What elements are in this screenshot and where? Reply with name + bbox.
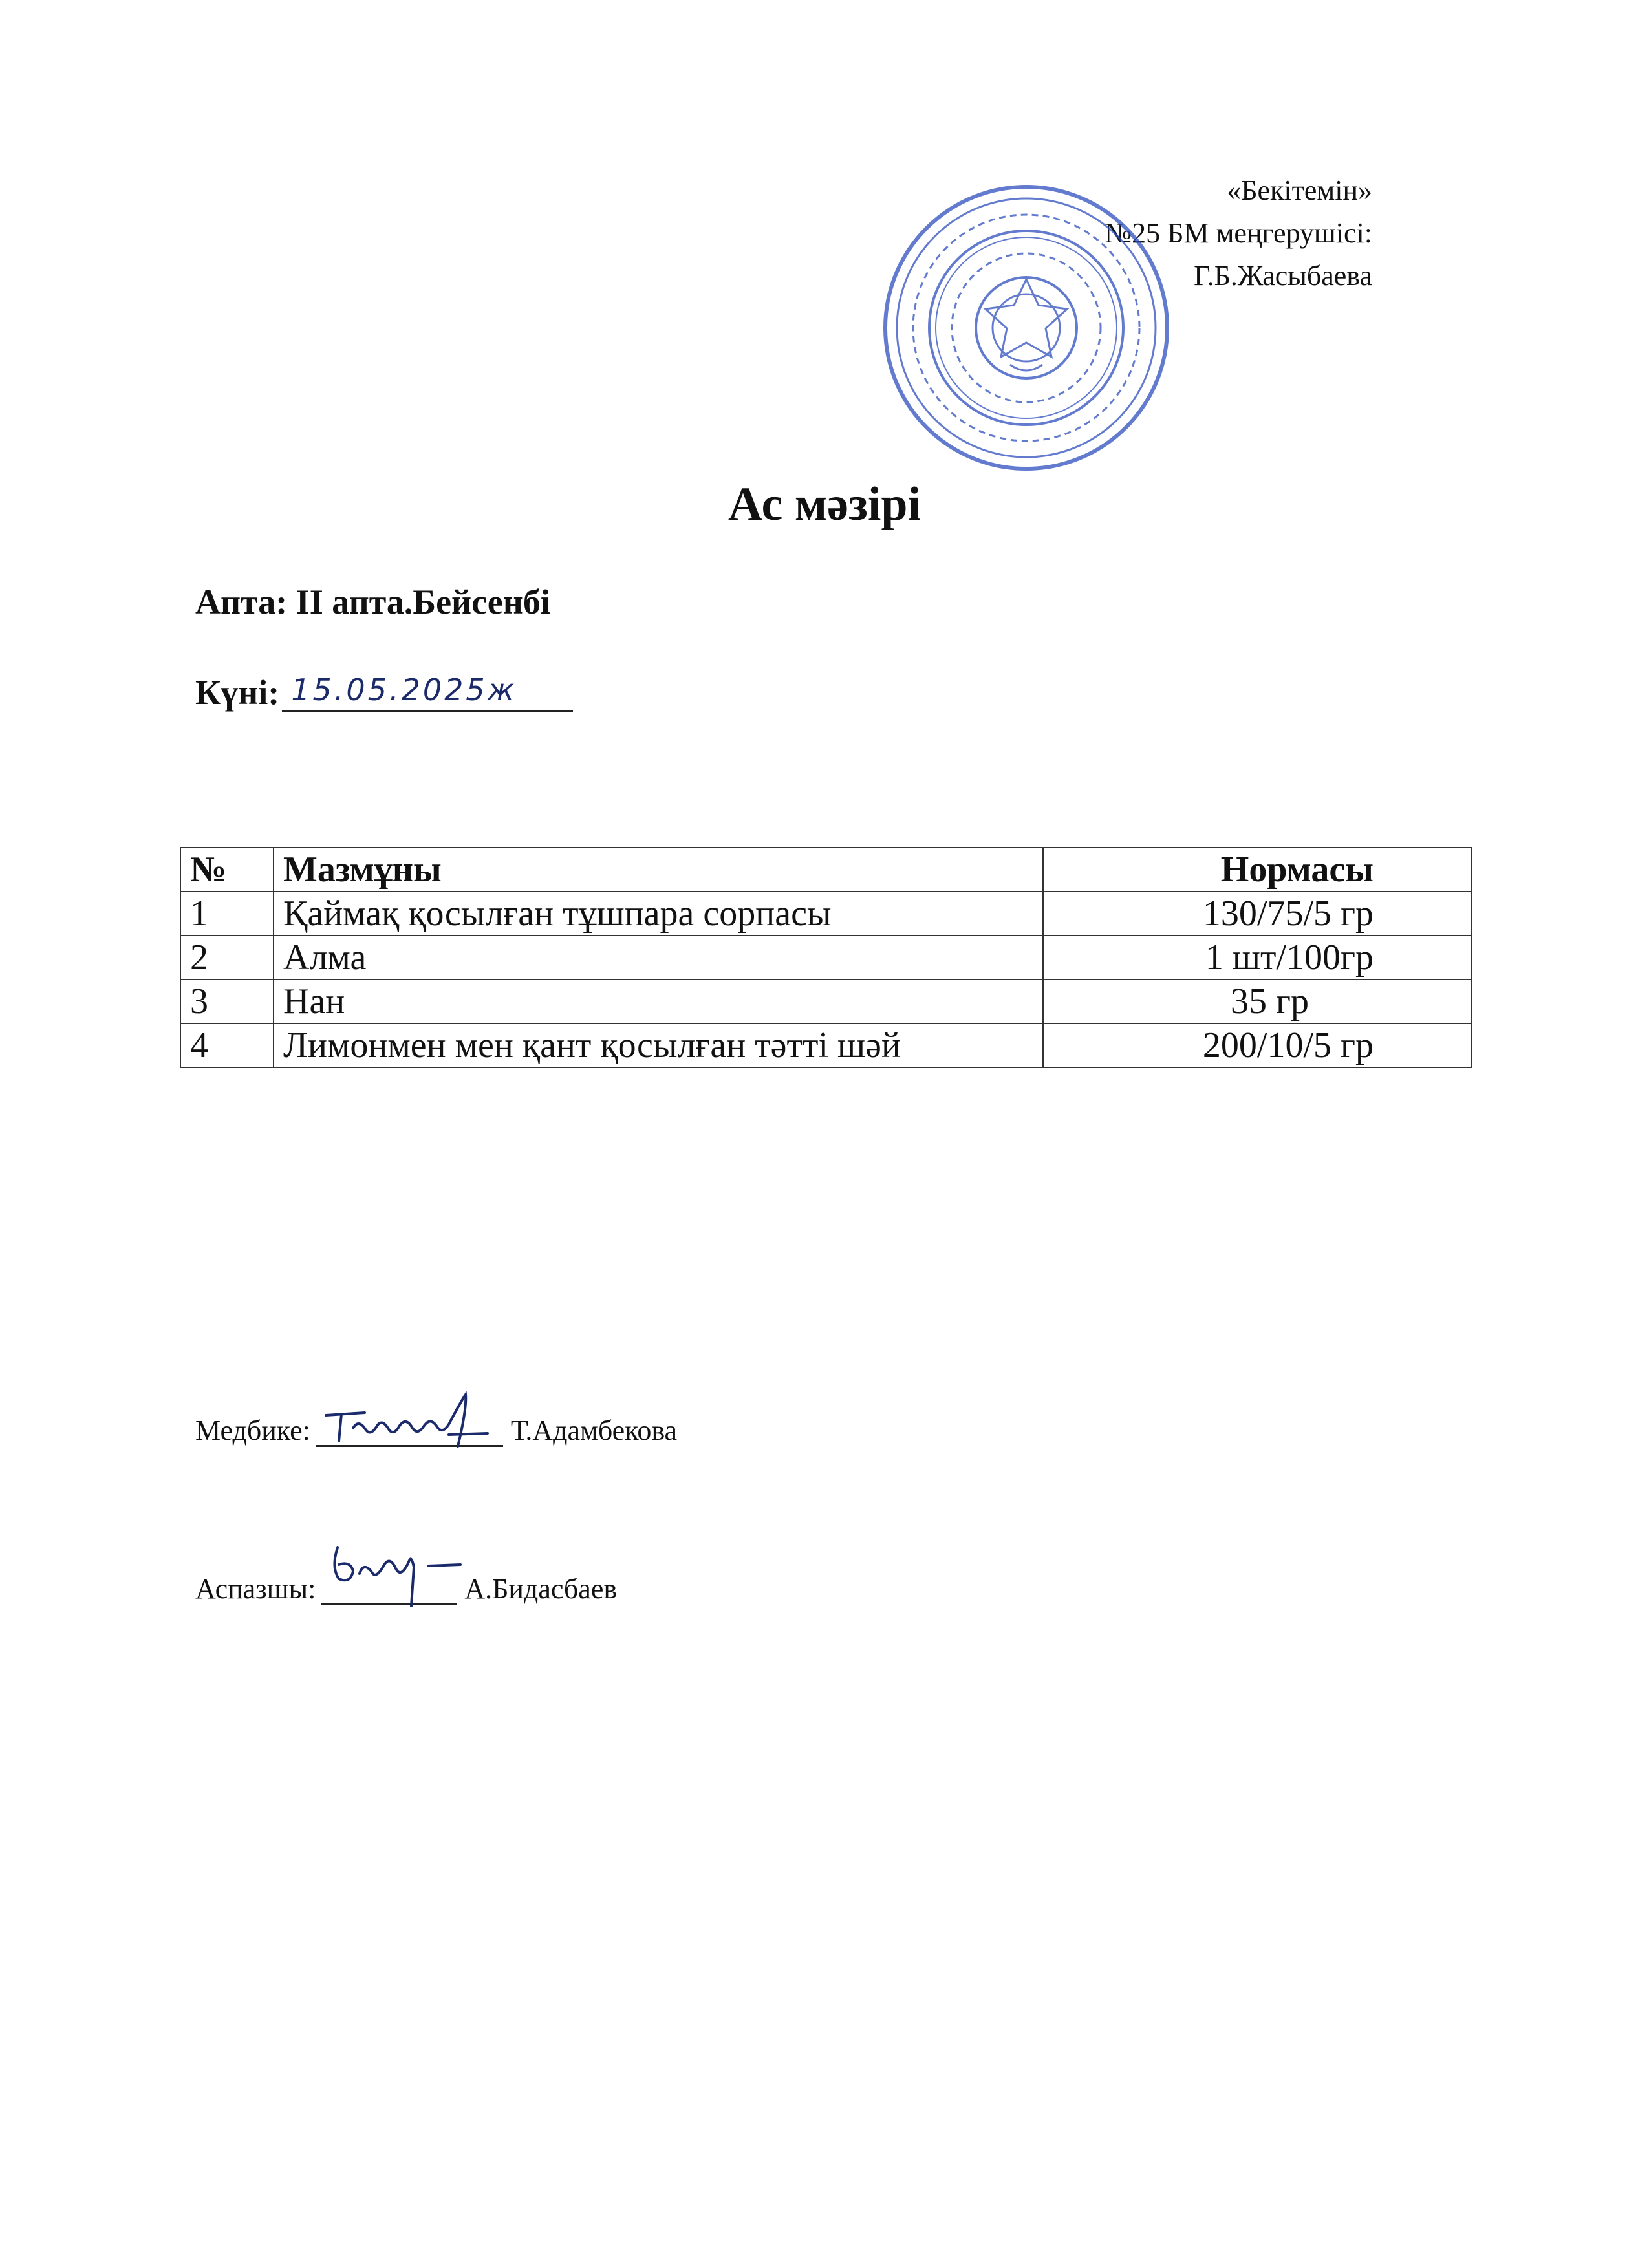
table-row bbox=[180, 979, 1471, 1023]
header-content: Мазмұны bbox=[274, 848, 1043, 892]
cook-name: А.Бидасбаев bbox=[464, 1573, 618, 1605]
row-norm: 200/10/5 гр bbox=[1043, 1023, 1471, 1067]
approval-signer: Г.Б.Жасыбаева bbox=[1194, 260, 1372, 292]
nurse-signature-icon bbox=[319, 1389, 494, 1454]
header-norm: Нормасы bbox=[1043, 848, 1471, 892]
date-field bbox=[282, 672, 573, 712]
page-title: Ас мәзірі bbox=[727, 478, 921, 531]
date-label: Күні: bbox=[195, 673, 280, 712]
date-value: 15.05.2025ж bbox=[291, 672, 517, 707]
row-number: 3 bbox=[180, 979, 274, 1023]
row-number: 4 bbox=[180, 1023, 274, 1067]
menu-table bbox=[180, 847, 1472, 1068]
cook-signature-line bbox=[321, 1565, 457, 1605]
official-seal-icon bbox=[881, 182, 1172, 473]
row-norm: 130/75/5 гр bbox=[1043, 892, 1471, 936]
nurse-name: Т.Адамбекова bbox=[510, 1415, 678, 1446]
approval-position: №25 БМ меңгерушісі: bbox=[1105, 217, 1372, 249]
row-name: Нан bbox=[274, 979, 1043, 1023]
table-row bbox=[180, 1023, 1471, 1067]
row-name: Алма bbox=[274, 936, 1043, 979]
row-name: Лимонмен мен қант қосылған тәтті шәй bbox=[274, 1023, 1043, 1067]
nurse-label: Медбике: bbox=[195, 1415, 310, 1446]
date-row bbox=[195, 672, 573, 712]
table-row bbox=[180, 892, 1471, 936]
nurse-signature-row bbox=[195, 1406, 677, 1447]
row-name: Қаймақ қосылған тұшпара сорпасы bbox=[274, 892, 1043, 936]
cook-signature-icon bbox=[325, 1528, 473, 1612]
table-header-row bbox=[180, 848, 1471, 892]
cook-label: Аспазшы: bbox=[195, 1573, 316, 1605]
table-row bbox=[180, 936, 1471, 979]
header-number: № bbox=[180, 848, 274, 892]
row-norm: 1 шт/100гр bbox=[1043, 936, 1471, 979]
row-norm: 35 гр bbox=[1043, 979, 1471, 1023]
cook-signature-row bbox=[195, 1565, 617, 1605]
approval-heading: «Бекітемін» bbox=[1227, 175, 1372, 206]
week-label: Апта: II апта.Бейсенбі bbox=[195, 583, 550, 621]
row-number: 1 bbox=[180, 892, 274, 936]
nurse-signature-line bbox=[316, 1406, 503, 1447]
row-number: 2 bbox=[180, 936, 274, 979]
